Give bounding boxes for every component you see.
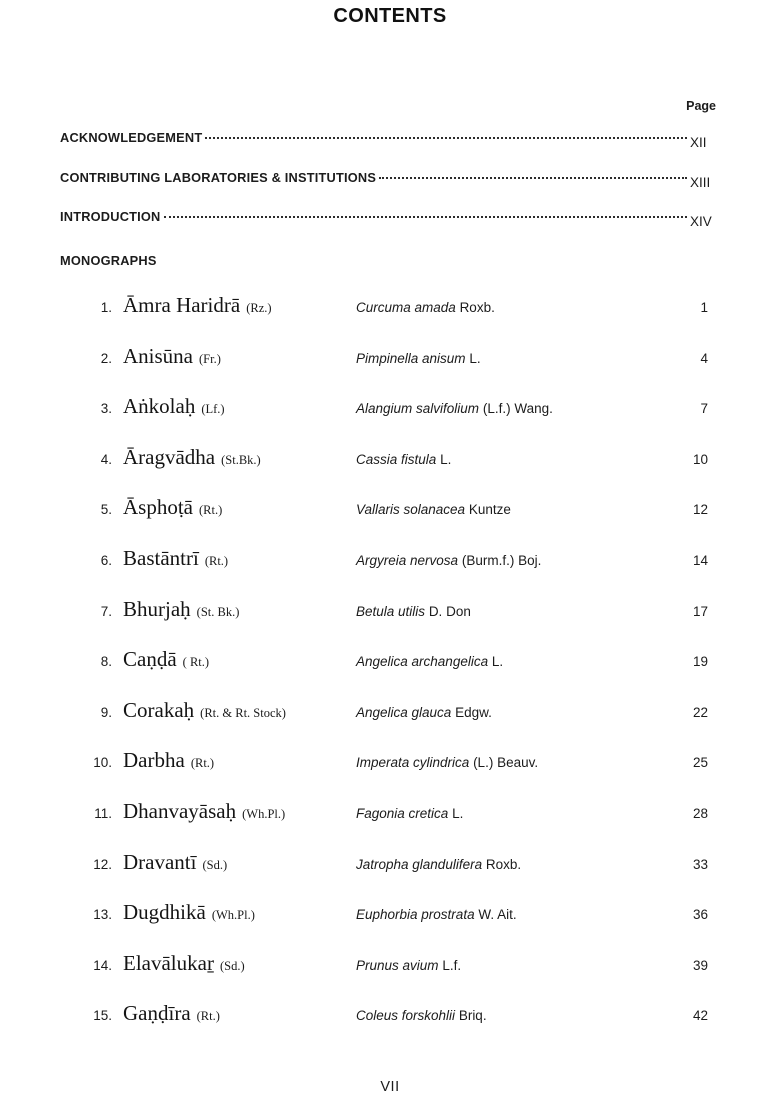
entry-page-number: 17 (692, 603, 708, 619)
entry-number: 2. (100, 350, 112, 366)
plant-part-label: (Rt. & Rt. Stock) (200, 705, 286, 720)
toc-entry (80, 445, 708, 496)
entry-number: 7. (100, 603, 112, 619)
front-matter-page: XIII (690, 174, 711, 190)
entry-name (123, 647, 356, 672)
entry-name (123, 951, 356, 976)
entry-botanical (356, 502, 676, 517)
entry-number: 12. (93, 856, 112, 872)
entry-botanical (356, 705, 676, 720)
dot-leader (164, 216, 687, 218)
entry-botanical (356, 300, 676, 315)
sanskrit-name: Dhanvayāsaḥ (123, 798, 237, 823)
botanical-author: L. (491, 654, 504, 670)
entry-name (123, 546, 356, 571)
entry-page-number: 36 (692, 907, 708, 923)
botanical-name: Coleus forskohlii (356, 1008, 456, 1024)
entry-number: 3. (100, 401, 112, 417)
sanskrit-name: Darbha (123, 748, 185, 773)
entry-page-number: 42 (692, 1008, 708, 1024)
botanical-name: Vallaris solanacea (356, 502, 466, 518)
entry-botanical (356, 553, 676, 568)
plant-part-label: (Fr.) (199, 351, 221, 366)
dot-leader (205, 137, 687, 139)
entry-page-number: 19 (692, 654, 708, 670)
front-matter-label: CONTRIBUTING LABORATORIES & INSTITUTIONS (60, 169, 377, 185)
sanskrit-name: Caṇḍā (123, 647, 177, 672)
entry-name (123, 344, 356, 369)
toc-entry (80, 546, 708, 597)
entry-number: 5. (100, 502, 112, 518)
botanical-name: Curcuma amada (356, 300, 456, 315)
botanical-name: Fagonia cretica (356, 805, 449, 821)
botanical-author: L.f. (442, 957, 462, 973)
entry-name (123, 850, 356, 875)
entry-page-number: 33 (692, 856, 708, 872)
entry-page-number: 10 (692, 451, 708, 467)
sanskrit-name: Anisūna (123, 343, 193, 368)
plant-part-label: (Rt.) (196, 1009, 220, 1024)
entry-page-number: 12 (692, 502, 708, 518)
entry-name (123, 394, 356, 419)
plant-part-label: (Lf.) (201, 402, 225, 417)
monographs-heading: MONOGRAPHS (60, 253, 157, 268)
entry-page-number: 39 (692, 957, 708, 973)
sanskrit-name: Dugdhikā (123, 900, 206, 925)
entry-name (123, 597, 356, 622)
entry-number: 15. (93, 1008, 112, 1024)
toc-entry (80, 597, 708, 648)
sanskrit-name: Bhurjaḥ (123, 596, 191, 621)
botanical-name: Imperata cylindrica (356, 755, 470, 771)
botanical-author: Roxb. (485, 856, 522, 872)
plant-part-label: (Wh.Pl.) (211, 908, 255, 923)
entry-page-number: 7 (700, 401, 708, 417)
botanical-name: Angelica glauca (356, 704, 452, 720)
entry-number: 9. (100, 704, 112, 720)
toc-entry (80, 394, 708, 445)
botanical-author: Briq. (458, 1008, 487, 1024)
front-matter-row (60, 209, 718, 249)
entry-botanical (356, 857, 676, 872)
toc-entry (80, 951, 708, 1002)
toc-entry (80, 647, 708, 698)
entry-botanical (356, 1008, 676, 1023)
botanical-name: Jatropha glandulifera (356, 856, 483, 872)
dot-leader (379, 177, 687, 179)
botanical-name: Cassia fistula (356, 451, 437, 467)
toc-entry (80, 293, 708, 344)
entry-botanical (356, 806, 676, 821)
entry-botanical (356, 351, 676, 366)
plant-part-label: (Rt.) (204, 553, 229, 568)
entry-botanical (356, 958, 676, 973)
toc-entry (80, 344, 708, 395)
entry-number: 13. (93, 907, 112, 923)
toc-entry (80, 698, 708, 749)
monograph-list (80, 293, 708, 1052)
botanical-author: W. Ait. (478, 907, 517, 923)
entry-name (123, 748, 356, 773)
entry-number: 6. (100, 552, 112, 568)
plant-part-label: (Wh.Pl.) (242, 806, 286, 821)
entry-name (123, 900, 356, 925)
plant-part-label: ( Rt.) (182, 655, 210, 670)
toc-entry (80, 900, 708, 951)
page-column-header: Page (686, 99, 716, 113)
front-matter-row (60, 130, 718, 170)
botanical-author: Edgw. (455, 704, 492, 720)
botanical-author: L. (440, 451, 452, 467)
botanical-name: Prunus avium (356, 957, 439, 973)
sanskrit-name: Dravantī (123, 849, 197, 874)
entry-number: 14. (93, 957, 112, 973)
folio-page-number: VII (380, 1079, 400, 1095)
sanskrit-name: Aṅkolaḥ (123, 394, 196, 419)
entry-page-number: 1 (700, 300, 708, 315)
botanical-name: Angelica archangelica (356, 654, 489, 670)
plant-part-label: (Sd.) (202, 857, 228, 872)
botanical-author: (Burm.f.) Boj. (461, 552, 542, 568)
entry-page-number: 14 (692, 552, 708, 568)
entry-name (123, 293, 356, 318)
entry-botanical (356, 401, 676, 416)
botanical-name: Pimpinella anisum (356, 350, 466, 366)
botanical-author: D. Don (428, 603, 471, 619)
toc-entry (80, 748, 708, 799)
botanical-name: Betula utilis (356, 603, 426, 619)
entry-name (123, 799, 356, 824)
entry-name (123, 1001, 356, 1026)
sanskrit-name: Bastāntrī (123, 545, 199, 570)
entry-page-number: 28 (692, 805, 708, 821)
botanical-name: Alangium salvifolium (356, 401, 480, 417)
page-title: CONTENTS (333, 5, 447, 27)
entry-number: 1. (100, 300, 112, 315)
plant-part-label: (Rt.) (199, 503, 223, 518)
entry-name (123, 445, 356, 470)
entry-page-number: 22 (692, 704, 708, 720)
plant-part-label: (Sd.) (219, 958, 245, 973)
toc-entry (80, 495, 708, 546)
botanical-author: L. (452, 805, 464, 821)
entry-botanical (356, 654, 676, 669)
plant-part-label: (St.Bk.) (221, 452, 261, 467)
front-matter-label: INTRODUCTION (60, 209, 161, 225)
sanskrit-name: Elavālukaṟ (123, 950, 214, 975)
front-matter-label: ACKNOWLEDGEMENT (60, 130, 203, 145)
entry-name (123, 495, 356, 520)
entry-botanical (356, 907, 676, 922)
front-matter-page: XIV (690, 214, 712, 230)
toc-entry (80, 850, 708, 901)
botanical-author: Roxb. (459, 300, 495, 315)
entry-botanical (356, 452, 676, 467)
botanical-name: Euphorbia prostrata (356, 907, 475, 923)
plant-part-label: (Rz.) (246, 301, 272, 315)
entry-page-number: 4 (700, 350, 708, 366)
entry-botanical (356, 604, 676, 619)
front-matter-row (60, 170, 718, 210)
botanical-author: (L.) Beauv. (473, 755, 539, 771)
sanskrit-name: Corakaḥ (123, 697, 195, 722)
botanical-author: L. (469, 350, 481, 366)
front-matter-page: XII (690, 135, 707, 150)
entry-botanical (356, 755, 676, 770)
sanskrit-name: Āmra Haridrā (123, 293, 241, 317)
plant-part-label: (Rt.) (190, 756, 215, 771)
plant-part-label: (St. Bk.) (196, 604, 240, 619)
entry-number: 8. (100, 654, 112, 670)
entry-page-number: 25 (692, 755, 708, 771)
sanskrit-name: Āragvādha (123, 444, 216, 469)
botanical-author: (L.f.) Wang. (482, 401, 553, 417)
toc-entry (80, 799, 708, 850)
botanical-name: Argyreia nervosa (356, 552, 459, 568)
entry-number: 11. (94, 805, 112, 821)
entry-name (123, 698, 356, 723)
sanskrit-name: Gaṇḍīra (123, 1001, 191, 1026)
front-matter-list (60, 130, 718, 249)
sanskrit-name: Āsphoṭā (123, 495, 193, 520)
entry-number: 4. (100, 451, 112, 467)
botanical-author: Kuntze (468, 502, 511, 518)
entry-number: 10. (93, 755, 112, 771)
toc-entry (80, 1001, 708, 1052)
